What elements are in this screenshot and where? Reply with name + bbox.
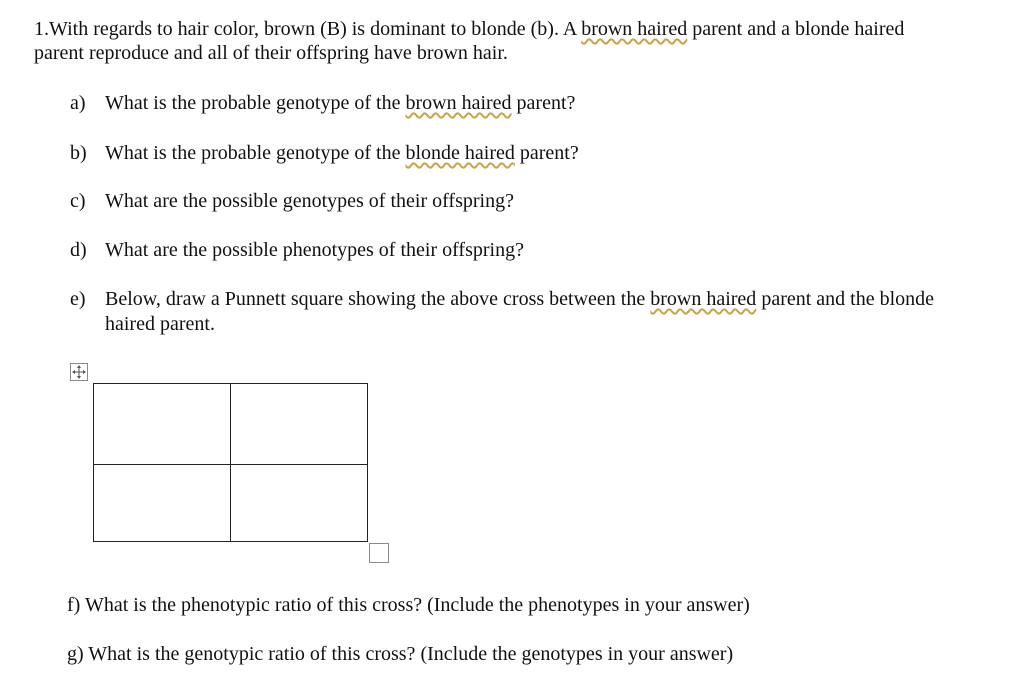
part-a-text: What is the probable genotype of the brown haired parent?: [105, 92, 576, 114]
part-b-text: What is the probable genotype of the blonde haired parent?: [105, 142, 579, 164]
part-a-label: a): [70, 92, 86, 114]
part-c-label: c): [70, 190, 86, 212]
resize-handle-icon[interactable]: [369, 543, 389, 563]
intro-text: parent and a blonde haired: [687, 18, 905, 40]
punnett-cell[interactable]: [94, 384, 231, 465]
spellcheck-term[interactable]: brown haired: [581, 18, 688, 40]
move-handle-icon[interactable]: [70, 363, 88, 381]
part-c-text: What are the possible genotypes of their offspring?: [105, 190, 514, 212]
intro-text: 1.With regards to hair color, brown (B) is dominant to blonde (b). A: [34, 18, 582, 40]
part-e-label: e): [70, 288, 86, 310]
question-intro-line2: parent reproduce and all of their offspring have brown hair.: [34, 42, 508, 64]
part-d-text: What are the possible phenotypes of their offspring?: [105, 239, 524, 261]
spellcheck-term[interactable]: brown haired: [650, 288, 757, 310]
punnett-cell[interactable]: [231, 465, 367, 541]
part-g-text: g) What is the genotypic ratio of this cross? (Include the genotypes in your answer): [67, 643, 734, 665]
spellcheck-term[interactable]: blonde haired: [405, 142, 515, 164]
part-b-label: b): [70, 142, 87, 164]
spellcheck-term[interactable]: brown haired: [405, 92, 512, 114]
punnett-cell[interactable]: [231, 384, 367, 465]
part-d-label: d): [70, 239, 87, 261]
question-intro-line1: [34, 17, 904, 41]
part-f-text: f) What is the phenotypic ratio of this cross? (Include the phenotypes in your answer): [67, 594, 750, 616]
part-e-text-line1: Below, draw a Punnett square showing the above cross between the brown haired parent and the blonde: [105, 288, 935, 310]
punnett-square: [93, 383, 368, 542]
part-e-text-line2: haired parent.: [105, 313, 215, 335]
punnett-cell[interactable]: [94, 465, 231, 541]
